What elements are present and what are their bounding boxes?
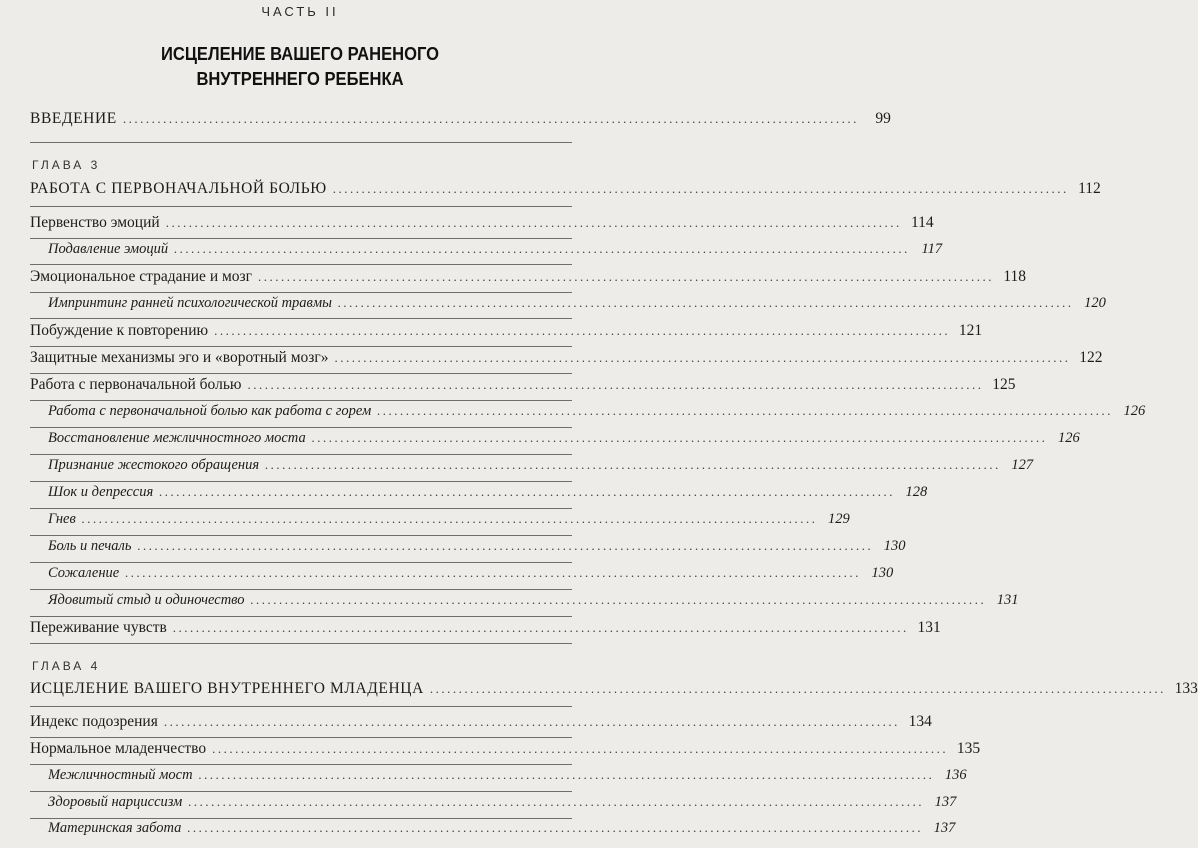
toc-entry-title: РАБОТА С ПЕРВОНАЧАЛЬНОЙ БОЛЬЮ [30,180,327,197]
toc-entry-page: 117 [921,241,943,257]
toc-subentry[interactable] [48,592,1019,616]
leader-dots: ................................................................................................................................ [250,592,987,607]
leader-dots: ................................................................................................................................ [163,714,900,729]
toc-subentry[interactable] [48,538,906,562]
leader-dots: ................................................................................................................................ [214,323,951,338]
toc-entry-title: ВВЕДЕНИЕ [30,110,117,127]
divider [30,508,572,509]
toc-entry-page: 130 [883,538,906,554]
part-title-line2: ВНУТРЕННЕГО РЕБЕНКА [196,69,404,89]
toc-entry-page: 133 [1174,680,1198,697]
divider [30,238,572,239]
leader-dots: ................................................................................................................................ [265,457,1002,472]
leader-dots: ................................................................................................................................ [137,538,874,553]
toc-entry-chapter3[interactable] [30,180,1101,204]
toc-subentry[interactable] [48,511,850,535]
toc-entry-title: Эмоциональное страдание и мозг [30,268,253,285]
toc-entry-title: Боль и печаль [48,538,132,554]
divider [30,616,572,617]
toc-entry-title: Индекс подозрения [30,713,158,730]
divider [30,706,572,707]
chapter4-label: ГЛАВА 4 [32,659,101,673]
toc-entry-page: 118 [1003,268,1027,285]
toc-entry-title: Побуждение к повторению [30,322,209,339]
toc-entry-page: 127 [1011,457,1034,473]
leader-dots: ................................................................................................................................ [122,111,859,126]
toc-subentry[interactable] [48,820,956,844]
toc-subentry[interactable] [48,565,894,589]
toc-entry-title: Шок и депрессия [48,484,154,500]
toc-entry-title: Работа с первоначальной болью [30,376,242,393]
toc-entry-page: 120 [1084,295,1106,311]
toc-entry-page: 129 [828,511,850,527]
divider [30,481,572,482]
divider [30,791,572,792]
toc-entry-chapter4[interactable] [30,680,1198,704]
leader-dots: ................................................................................................................................ [334,350,1071,365]
toc-entry[interactable] [30,619,941,643]
toc-entry-page: 131 [917,619,941,636]
leader-dots: ................................................................................................................................ [172,620,909,635]
leader-dots: ................................................................................................................................ [311,430,1048,445]
divider [30,427,572,428]
divider [30,264,572,265]
toc-subentry[interactable] [48,457,1034,481]
leader-dots: ................................................................................................................................ [212,741,949,756]
toc-entry-title: Сожаление [48,565,120,581]
toc-subentry[interactable] [48,295,1106,319]
toc-entry-page: 112 [1078,180,1101,197]
leader-dots: ................................................................................................................................ [187,820,924,835]
toc-entry-page: 114 [911,214,934,231]
divider [30,206,572,207]
toc-entry-title: Подавление эмоций [48,241,169,257]
leader-dots: ................................................................................................................................ [332,181,1069,196]
divider [30,737,572,738]
toc-entry-title: Нормальное младенчество [30,740,207,757]
leader-dots: ................................................................................................................................ [429,681,1166,696]
toc-subentry[interactable] [48,484,928,508]
leader-dots: ................................................................................................................................ [165,215,902,230]
divider [30,400,572,401]
part-label: ЧАСТЬ II [261,4,339,19]
toc-entry-page: 130 [871,565,894,581]
toc-entry-title: Работа с первоначальной болью как работа с горем [48,403,372,419]
toc-entry[interactable] [30,268,1027,292]
leader-dots: ................................................................................................................................ [159,484,896,499]
toc-entry-page: 131 [996,592,1019,608]
toc-entry-title: Гнев [48,511,76,527]
toc-entry-title: Межличностный мост [48,767,193,783]
toc-entry[interactable] [30,322,983,346]
toc-subentry[interactable] [48,403,1146,427]
toc-entry[interactable] [30,376,1016,400]
chapter3-label: ГЛАВА 3 [32,158,101,172]
toc-entry-title: Защитные механизмы эго и «воротный мозг» [30,349,329,366]
leader-dots: ................................................................................................................................ [258,269,995,284]
leader-dots: ................................................................................................................................ [198,767,935,782]
leader-dots: ................................................................................................................................ [125,565,862,580]
toc-entry-title: Первенство эмоций [30,214,160,231]
part-title-line1: ИСЦЕЛЕНИЕ ВАШЕГО РАНЕНОГО [160,44,440,64]
toc-entry-title: ИСЦЕЛЕНИЕ ВАШЕГО ВНУТРЕННЕГО МЛАДЕНЦА [30,680,424,697]
toc-entry[interactable] [30,214,934,238]
leader-dots: ................................................................................................................................ [81,511,818,526]
divider [30,318,572,319]
toc-entry-intro[interactable] [30,110,891,134]
toc-entry-page: 134 [908,713,932,730]
toc-entry-title: Здоровый нарциссизм [48,794,183,810]
divider [30,454,572,455]
toc-entry-page: 128 [905,484,928,500]
toc-entry-title: Ядовитый стыд и одиночество [48,592,245,608]
toc-entry[interactable] [30,349,1103,373]
toc-entry-page: 137 [934,794,957,810]
divider [30,346,572,347]
toc-entry-page: 137 [933,820,956,836]
leader-dots: ................................................................................................................................ [188,794,925,809]
divider [30,142,572,143]
toc-entry[interactable] [30,740,981,764]
toc-entry-page: 121 [958,322,983,339]
toc-subentry[interactable] [48,430,1080,454]
divider [30,589,572,590]
toc-entry-page: 126 [1057,430,1080,446]
divider [30,643,572,644]
leader-dots: ................................................................................................................................ [337,295,1074,310]
divider [30,373,572,374]
toc-entry-title: Материнская забота [48,820,182,836]
toc-entry-page: 136 [944,767,967,783]
toc-entry-page: 126 [1123,403,1146,419]
toc-subentry[interactable] [48,767,967,791]
leader-dots: ................................................................................................................................ [247,377,984,392]
toc-entry-page: 122 [1079,349,1103,366]
divider [30,292,572,293]
toc-entry-title: Переживание чувств [30,619,167,636]
toc-entry-page: 99 [875,110,891,127]
toc-entry-page: 135 [956,740,981,757]
divider [30,535,572,536]
divider [30,818,572,819]
toc-subentry[interactable] [48,241,943,265]
toc-entry-title: Восстановление межличностного моста [48,430,306,446]
divider [30,764,572,765]
part-title [24,42,576,92]
toc-entry[interactable] [30,713,932,737]
toc-entry-title: Признание жестокого обращения [48,457,260,473]
leader-dots: ................................................................................................................................ [174,241,911,256]
toc-entry-page: 125 [992,376,1016,393]
toc-entry-title: Импринтинг ранней психологической травмы [48,295,332,311]
divider [30,562,572,563]
toc-subentry[interactable] [48,794,957,818]
leader-dots: ................................................................................................................................ [377,403,1114,418]
